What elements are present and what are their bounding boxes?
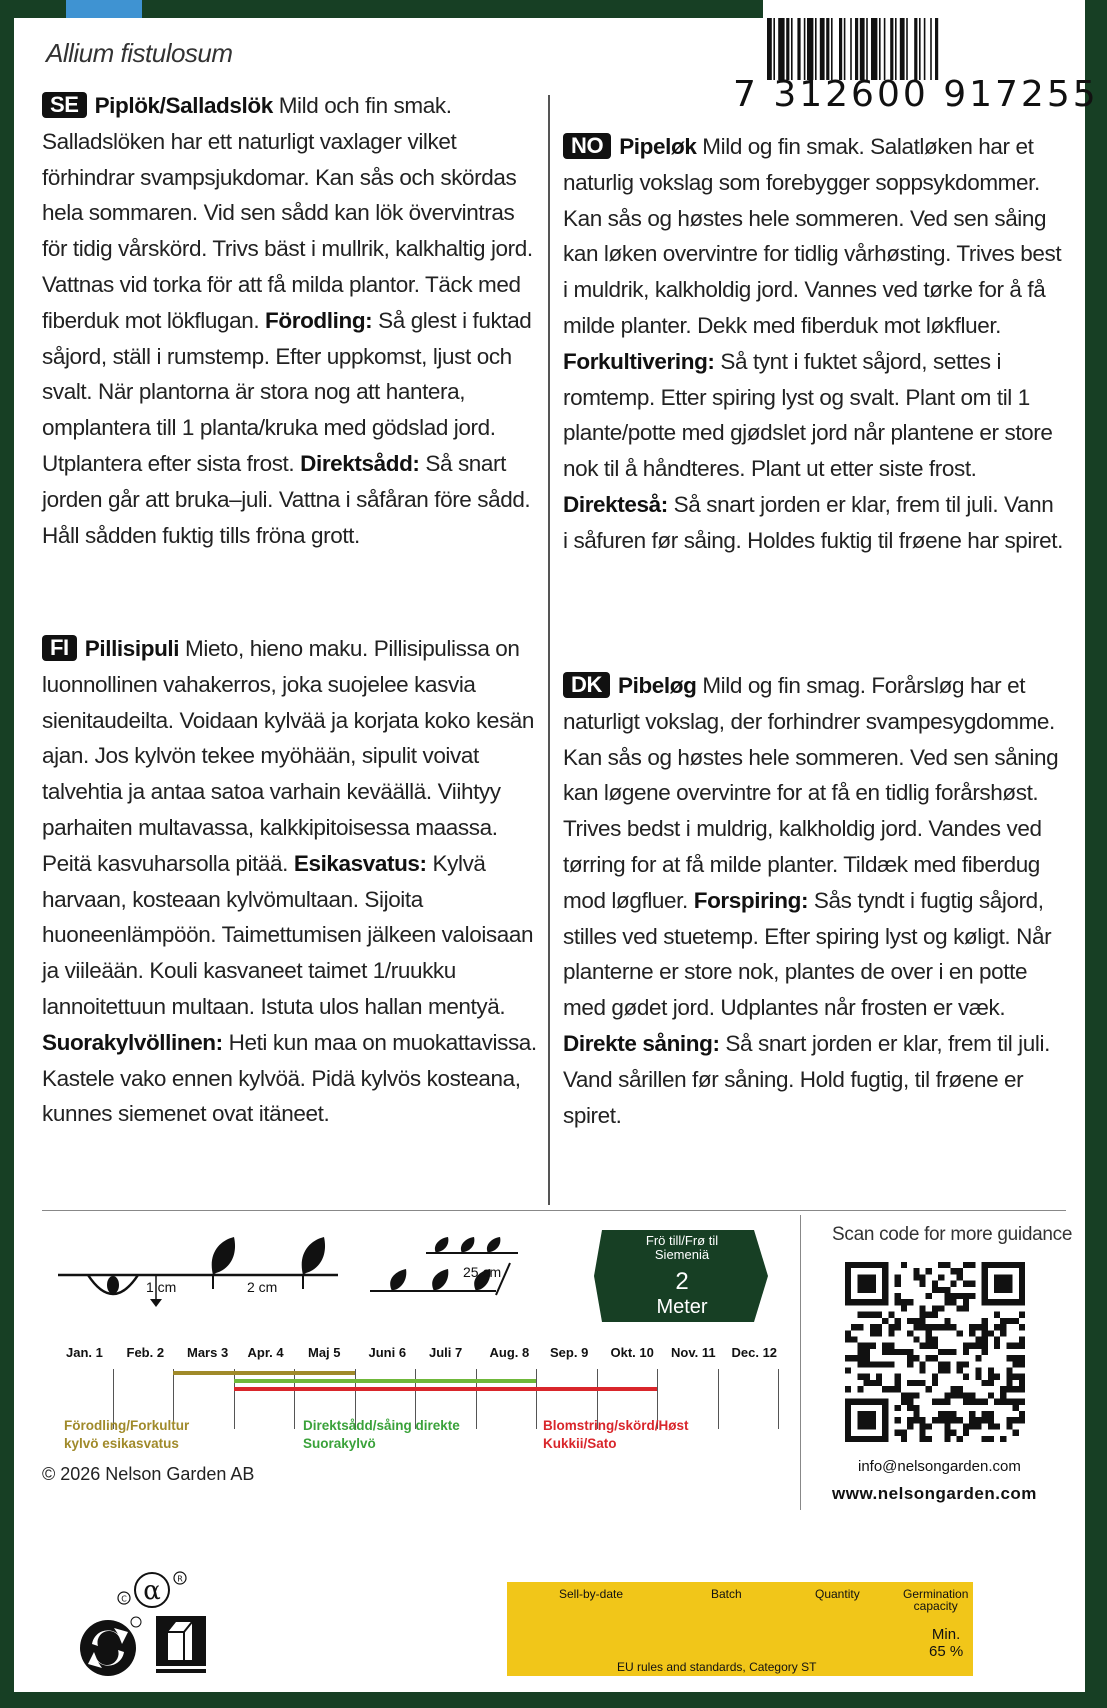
- month-tick: [294, 1369, 295, 1429]
- month-label: Okt. 10: [610, 1345, 654, 1360]
- svg-text:R: R: [177, 1574, 183, 1584]
- alpha-trademark-icon: [116, 1568, 196, 1610]
- germination-value: Min. 65 %: [929, 1626, 964, 1660]
- qr-divider: [800, 1215, 801, 1510]
- tag-dk: DK: [563, 672, 610, 698]
- month-tick: [476, 1369, 477, 1429]
- text2-dk: Så snart jorden er klar, frem til juli. Vand sårillen før såning. Hold fugtig, til frøene er spiret.: [563, 1030, 1050, 1128]
- barcode-number: 7 312600 917255: [733, 74, 1099, 115]
- column-divider: [548, 95, 550, 1205]
- tag-no: NO: [563, 133, 611, 159]
- right-green-border: [1085, 0, 1107, 1708]
- month-label: Sep. 9: [550, 1345, 589, 1360]
- germination-label: Germination capacity: [903, 1587, 969, 1613]
- text1-no: Så tynt i fuktet såjord, settes i romtemp. Etter spiring lyst og svalt. Plant om til 1 plante/potte med gjødslet jord når plantene er store nok til å håndteres. Plant ut etter siste frost.: [563, 348, 1053, 482]
- sow-line2: Siemeniä: [654, 1247, 710, 1262]
- title-dk: Pibeløg: [617, 673, 697, 698]
- month-tick: [718, 1369, 719, 1429]
- sub2-se: Direktsådd:: [300, 450, 420, 476]
- svg-text:α: α: [143, 1576, 161, 1606]
- eu-rules: EU rules and standards, Category ST: [617, 1660, 817, 1674]
- batch-label: Batch: [711, 1587, 742, 1601]
- month-label: Apr. 4: [247, 1345, 284, 1360]
- tag-fi: FI: [42, 635, 77, 661]
- legend-direct: Direktsådd/såing direkte Suorakylvö: [303, 1418, 460, 1451]
- calendar-bar: [173, 1371, 355, 1375]
- seed-icon: [107, 1276, 119, 1294]
- sub1-se: Förodling:: [265, 307, 373, 333]
- legend-harvest: Blomstring/skörd/Høst Kukkii/Sato: [543, 1418, 689, 1451]
- sub2-fi: Suorakylvöllinen:: [42, 1029, 223, 1055]
- month-label: Mars 3: [187, 1345, 229, 1360]
- leaf-icon: [212, 1237, 235, 1275]
- bottom-green-border: [0, 1692, 1107, 1708]
- spacing-label: 2 cm: [247, 1279, 278, 1295]
- text2-fi: Heti kun maa on muokattavissa. Kastele vako ennen kylvöä. Pidä kylvös kosteana, kunnes siemenet ovat itäneet.: [42, 1029, 537, 1127]
- text1-fi: Kylvä harvaan, kosteaan kylvömultaan. Sijoita huoneenlämpöön. Taimettumisen jälkeen valoisaan ja viileään. Kouli kasvaneet taimet 1/ruukku lannoitettuun multaan. Istuta ulos hallan mentyä.: [42, 850, 534, 1019]
- text2-no: Så snart jorden er klar, frem til juli. Vann i såfuren før såing. Holdes fuktig til frøene har spiret.: [563, 491, 1063, 553]
- section-dk: [563, 668, 1063, 1133]
- sub1-fi: Esikasvatus:: [293, 850, 427, 876]
- sow-unit: Meter: [656, 1296, 708, 1318]
- month-label: Dec. 12: [731, 1345, 778, 1360]
- calendar-bar: [355, 1387, 658, 1391]
- sow-line1: Frö till/Frø til: [645, 1233, 719, 1248]
- sell-by-label: Sell-by-date: [559, 1587, 624, 1601]
- month-label: Nov. 11: [671, 1345, 716, 1360]
- row-spacing-diagram: [370, 1233, 530, 1305]
- month-label: Juli 7: [429, 1345, 463, 1360]
- calendar-bar: [234, 1387, 355, 1391]
- intro-no: Mild og fin smak. Salatløken har et naturlig vokslag som forebygger soppsykdommer. Kan sås og høstes hele sommeren. Ved sen såing kan løken overvintre for tidlig vårhøsting. Trives best i muldrik, kalkholdig jord. Vannes ved tørke for å få milde planter. Dekk med fiberduk mot løkfluer.: [563, 134, 1062, 338]
- legend-indoor: Förodling/Forkultur kylvö esikasvatus: [64, 1418, 190, 1451]
- section-no: [563, 129, 1063, 559]
- planting-depth-diagram: [58, 1233, 348, 1311]
- sub2-dk: Direkte såning:: [563, 1030, 720, 1056]
- section-se: [42, 88, 542, 553]
- left-green-border: [0, 0, 14, 1708]
- website-link[interactable]: www.nelsongarden.com: [832, 1484, 1037, 1503]
- qr-code[interactable]: [845, 1262, 1025, 1442]
- tag-se: SE: [42, 92, 87, 118]
- row-spacing-label: 25 cm: [463, 1264, 502, 1280]
- intro-fi: Mieto, hieno maku. Pillisipulissa on luonnollinen vahakerros, joka suojelee kasvia sienitaudeilta. Voidaan kylvää ja korjata koko kesän ajan. Jos kylvön tekee myöhään, sipulit voivat talvehtia ja antaa satoa varhain keväällä. Viihtyy parhaiten multavassa, kalkkipitoisessa maassa. Peitä kasvuharsolla pitää.: [42, 636, 535, 876]
- copyright: © 2026 Nelson Garden AB: [42, 1464, 255, 1484]
- title-se: Piplök/Salladslök: [94, 93, 273, 118]
- qr-title: Scan code for more guidance: [832, 1224, 1073, 1245]
- intro-dk: Mild og fin smag. Forårsløg har et naturligt vokslag, der forhindrer svampesygdomme. Kan sås og høstes hele sommeren. Ved sen såning kan løgene overvintre for at få en tidlig forårshøst. Trives bedst i muldrig, kalkholdig jord. Vandes ved tørring for at få milde planter. Tildæk med fiberdug mod løgfluer.: [563, 673, 1059, 913]
- month-tick: [778, 1369, 779, 1429]
- sub1-dk: Forspiring:: [693, 887, 809, 913]
- depth-label: 1 cm: [146, 1279, 177, 1295]
- sow-amount: 2: [675, 1268, 689, 1295]
- month-label: Jan. 1: [66, 1345, 103, 1360]
- top-blue-tab: [66, 0, 142, 18]
- section-divider: [42, 1210, 1066, 1211]
- leaf-icon: [302, 1237, 325, 1275]
- intro-se: Mild och fin smak. Salladslöken har ett naturligt vaxlager vilket förhindrar svampsjukdomar. Kan sås och skördas hela sommaren. Vid sen sådd kan lök övervintras för tidig vårskörd. Trivs bäst i mullrik, kalkhaltig jord. Vattnas vid torka för att få milda plantor. Täck med fiberduk mot lökflugan.: [42, 93, 533, 333]
- email-link[interactable]: info@nelsongarden.com: [858, 1458, 1021, 1475]
- batch-info-box: [507, 1582, 973, 1676]
- section-fi: [42, 631, 542, 1132]
- month-tick: [234, 1369, 235, 1429]
- paper-packaging-icon: [154, 1614, 210, 1678]
- text2-se: Så snart jorden går att bruka–juli. Vattna i såfåran före sådd. Håll sådden fuktig tills fröna grott.: [42, 450, 531, 548]
- svg-text:C: C: [121, 1594, 127, 1604]
- title-fi: Pillisipuli: [84, 636, 180, 661]
- latin-name: Allium fistulosum: [46, 38, 233, 68]
- text1-dk: Sås tyndt i fugtig såjord, stilles ved stuetemp. Efter spiring lyst og køligt. Når planterne er store nok, plantes de over i en potte med gødet jord. Udplantes når frosten er væk.: [563, 887, 1052, 1021]
- sub2-no: Direkteså:: [563, 491, 668, 517]
- text1-se: Så glest i fuktad såjord, ställ i rumstemp. Efter uppkomst, ljust och svalt. När plantorna är stora nog att hantera, omplantera till 1 planta/kruka med gödslad jord. Utplantera efter sista frost.: [42, 307, 532, 476]
- month-label: Feb. 2: [126, 1345, 165, 1360]
- month-label: Juni 6: [368, 1345, 407, 1360]
- calendar-bar: [234, 1379, 537, 1383]
- sub1-no: Forkultivering:: [563, 348, 715, 374]
- month-label: Aug. 8: [489, 1345, 530, 1360]
- quantity-label: Quantity: [815, 1587, 860, 1601]
- recycle-icon: [78, 1614, 142, 1678]
- title-no: Pipeløk: [619, 134, 697, 159]
- month-tick: [536, 1369, 537, 1429]
- sow-amount-box: [594, 1228, 770, 1324]
- month-label: Maj 5: [308, 1345, 341, 1360]
